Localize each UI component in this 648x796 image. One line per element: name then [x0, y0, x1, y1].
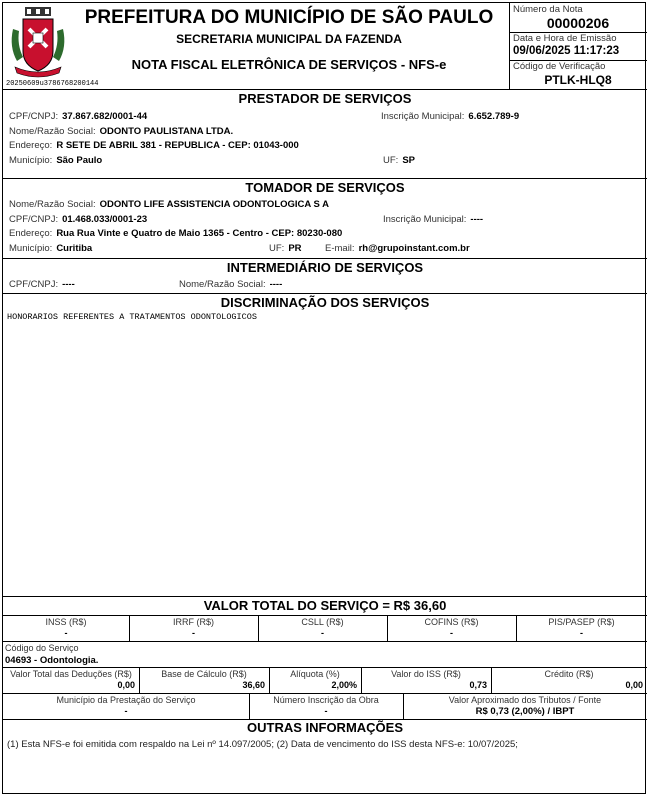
numero-value: 00000206: [546, 15, 610, 31]
inscricao-obra-value: -: [324, 706, 328, 716]
divider: [3, 293, 647, 294]
tomador-uf-label: UF:: [269, 243, 285, 254]
document-title: NOTA FISCAL ELETRÔNICA DE SERVIÇOS - NFS-e: [131, 57, 447, 72]
divider: [3, 615, 647, 616]
prestador-cpf: [9, 111, 147, 122]
outras-informacoes-text: (1) Esta NFS-e foi emitida com respaldo na Lei nº 14.097/2005; (2) Data de vencimento do ISS desta NFS-e: 10/07/2025;: [7, 739, 518, 750]
discriminacao-title: DISCRIMINAÇÃO DOS SERVIÇOS: [220, 295, 430, 310]
divider: [3, 89, 647, 90]
cofins-value: -: [450, 628, 453, 638]
tomador-nome-label: Nome/Razão Social:: [9, 199, 96, 210]
codigo-verificacao-label: Código de Verificação: [513, 61, 606, 72]
pis-pasep-label: PIS/PASEP (R$): [548, 617, 615, 627]
prestador-nome: [9, 126, 233, 137]
prestador-title: PRESTADOR DE SERVIÇOS: [238, 91, 412, 106]
tomador-title: TOMADOR DE SERVIÇOS: [245, 180, 405, 195]
irrf-value: -: [192, 628, 195, 638]
numero-label: Número da Nota: [513, 4, 583, 15]
tomador-uf: [269, 243, 302, 254]
intermediario-cpf: [9, 279, 75, 290]
base-calculo-value: 36,60: [242, 680, 265, 690]
tomador-im: [383, 214, 483, 225]
prestador-im: [381, 111, 519, 122]
inss-label: INSS (R$): [45, 617, 87, 627]
divider: [3, 596, 647, 597]
tomador-im-value: ----: [470, 214, 484, 225]
inscricao-obra-label: Número Inscrição da Obra: [273, 695, 379, 705]
municipio-prestacao-value: -: [124, 706, 128, 716]
prestador-uf-value: SP: [402, 155, 415, 166]
intermediario-cpf-label: CPF/CNPJ:: [9, 279, 59, 290]
divider: [3, 693, 647, 694]
city-coat-of-arms-icon: [9, 7, 67, 79]
intermediario-cpf-value: ----: [62, 279, 75, 290]
prestador-municipio-value: São Paulo: [56, 155, 103, 166]
tomador-nome: [9, 199, 329, 210]
deducoes-label: Valor Total das Deduções (R$): [10, 669, 132, 679]
tomador-cpf-value: 01.468.033/0001-23: [62, 214, 148, 225]
data-emissao-label: Data e Hora de Emissão: [513, 33, 617, 44]
tomador-im-label: Inscrição Municipal:: [383, 214, 467, 225]
tomador-municipio-label: Município:: [9, 243, 53, 254]
valor-iss-label: Valor do ISS (R$): [391, 669, 461, 679]
data-emissao-value: 09/06/2025 11:17:23: [513, 45, 620, 57]
tomador-endereco: [9, 228, 342, 239]
municipio-prestacao-label: Município da Prestação do Serviço: [56, 695, 196, 705]
prefeitura-title: PREFEITURA DO MUNICÍPIO DE SÃO PAULO: [84, 7, 494, 28]
base-calculo-label: Base de Cálculo (R$): [161, 669, 247, 679]
prestador-endereco-label: Endereço:: [9, 140, 53, 151]
intermediario-nome: [179, 279, 282, 290]
credito-label: Crédito (R$): [544, 669, 594, 679]
valor-total: VALOR TOTAL DO SERVIÇO = R$ 36,60: [203, 598, 447, 613]
aliquota-label: Alíquota (%): [290, 669, 340, 679]
tomador-nome-value: ODONTO LIFE ASSISTENCIA ODONTOLOGICA S A: [99, 199, 330, 210]
prestador-nome-value: ODONTO PAULISTANA LTDA.: [99, 126, 234, 137]
tomador-municipio: [9, 243, 92, 254]
inss-value: -: [64, 628, 68, 638]
intermediario-nome-value: ----: [269, 279, 283, 290]
prestador-uf: [383, 155, 415, 166]
prestador-municipio: [9, 155, 102, 166]
deducoes-value: 0,00: [117, 680, 135, 690]
divider: [3, 667, 647, 668]
tributos-aprox-value: R$ 0,73 (2,00%) / IBPT: [475, 706, 575, 717]
pis-pasep-value: -: [580, 628, 583, 638]
credito-value: 0,00: [625, 680, 643, 690]
tomador-email: [325, 243, 470, 254]
prestador-nome-label: Nome/Razão Social:: [9, 126, 96, 137]
divider: [3, 641, 647, 642]
barcode-text: 20250609u3786768200144: [6, 80, 99, 88]
valor-iss-value: 0,73: [469, 680, 487, 690]
tributos-aprox-label: Valor Aproximado dos Tributos / Fonte: [448, 695, 602, 705]
tomador-uf-value: PR: [288, 243, 302, 254]
outras-informacoes-title: OUTRAS INFORMAÇÕES: [247, 720, 403, 735]
codigo-verificacao-value: PTLK-HLQ8: [544, 73, 612, 87]
prestador-municipio-label: Município:: [9, 155, 53, 166]
tomador-endereco-value: Rua Rua Vinte e Quatro de Maio 1365 - Centro - CEP: 80230-080: [56, 228, 343, 239]
codigo-servico-label: Código do Serviço: [5, 643, 79, 653]
tomador-endereco-label: Endereço:: [9, 228, 53, 239]
prestador-cpf-label: CPF/CNPJ:: [9, 111, 59, 122]
prestador-endereco: [9, 140, 299, 151]
discriminacao-text: HONORARIOS REFERENTES A TRATAMENTOS ODONTOLOGICOS: [7, 312, 257, 322]
secretaria-subtitle: SECRETARIA MUNICIPAL DA FAZENDA: [176, 32, 402, 46]
tomador-municipio-value: Curitiba: [56, 243, 93, 254]
tomador-email-label: E-mail:: [325, 243, 355, 254]
cofins-label: COFINS (R$): [424, 617, 479, 627]
intermediario-nome-label: Nome/Razão Social:: [179, 279, 266, 290]
prestador-uf-label: UF:: [383, 155, 399, 166]
prestador-im-label: Inscrição Municipal:: [381, 111, 465, 122]
divider: [3, 178, 647, 179]
csll-value: -: [321, 628, 324, 638]
tomador-cpf-label: CPF/CNPJ:: [9, 214, 59, 225]
prestador-im-value: 6.652.789-9: [468, 111, 520, 122]
divider: [3, 258, 647, 259]
prestador-endereco-value: R SETE DE ABRIL 381 - REPUBLICA - CEP: 01043-000: [56, 140, 299, 151]
codigo-servico-value: 04693 - Odontologia.: [5, 655, 99, 666]
irrf-label: IRRF (R$): [173, 617, 214, 627]
tomador-cpf: [9, 214, 147, 225]
prestador-cpf-value: 37.867.682/0001-44: [62, 111, 148, 122]
nfse-document: [2, 2, 646, 794]
aliquota-value: 2,00%: [331, 680, 357, 690]
intermediario-title: INTERMEDIÁRIO DE SERVIÇOS: [226, 260, 424, 275]
tomador-email-value: rh@grupoinstant.com.br: [358, 243, 470, 254]
csll-label: CSLL (R$): [301, 617, 344, 627]
